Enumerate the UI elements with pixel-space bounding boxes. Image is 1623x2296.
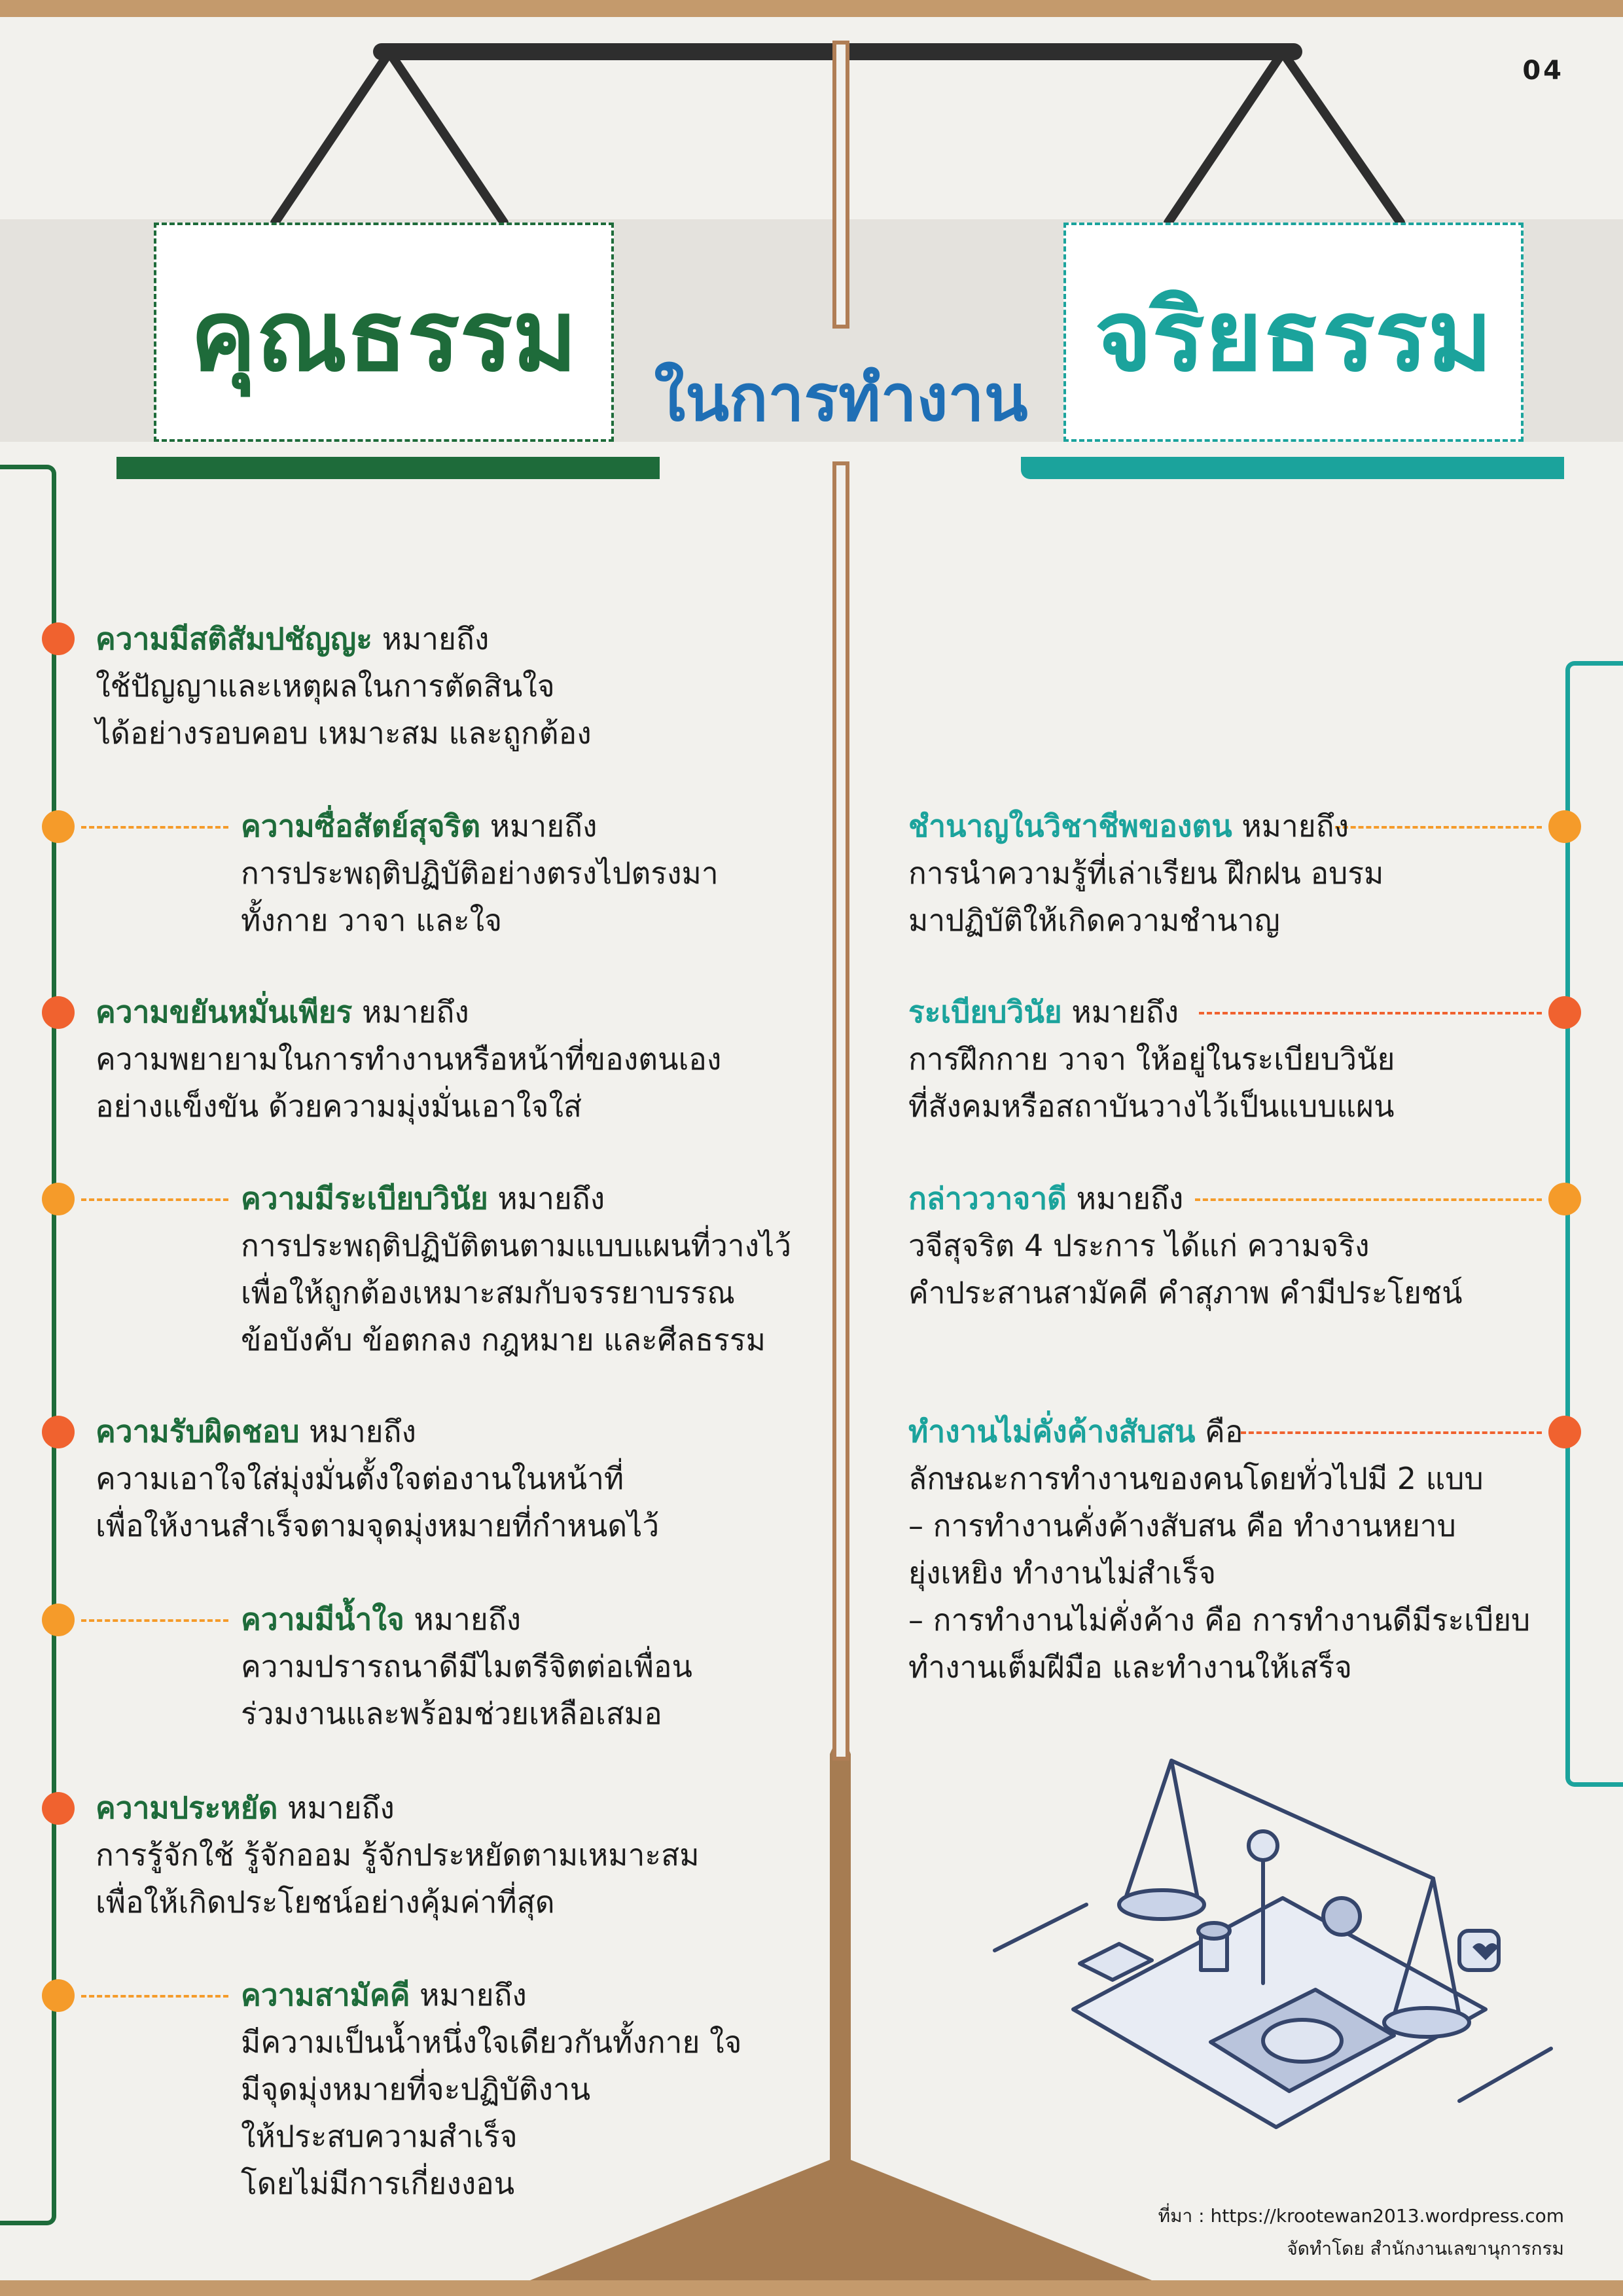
virtue-item-unity	[241, 1971, 742, 2207]
item-line: ความเอาใจใส่มุ่งมั่นตั้งใจต่องานในหน้าที่	[96, 1461, 624, 1496]
center-pole-top	[832, 41, 849, 329]
item-line: – การทำงานคั่งค้างสับสน คือ ทำงานหยาบ	[908, 1508, 1456, 1543]
item-suffix: หมายถึง	[277, 1790, 395, 1825]
virtue-item-honesty	[241, 802, 719, 944]
item-suffix: หมายถึง	[299, 1414, 416, 1449]
timeline-dot	[42, 622, 75, 655]
item-term: ความประหยัด	[96, 1790, 278, 1825]
item-term: ความมีระเบียบวินัย	[241, 1181, 488, 1216]
item-suffix: หมายถึง	[1232, 808, 1349, 844]
timeline-dot	[42, 996, 75, 1029]
timeline-dot	[42, 1792, 75, 1825]
item-line: อย่างแข็งขัน ด้วยความมุ่งมั่นเอาใจใส่	[96, 1088, 582, 1124]
item-term: ความซื่อสัตย์สุจริต	[241, 808, 481, 844]
item-term: ความรับผิดชอบ	[96, 1414, 300, 1449]
ethics-item-discipline	[908, 988, 1395, 1130]
item-line: ที่สังคมหรือสถาบันวางไว้เป็นแบบแผน	[908, 1088, 1395, 1124]
virtue-title-box	[154, 223, 614, 442]
connector-dash	[81, 1198, 228, 1201]
timeline-dot	[42, 1183, 75, 1215]
author-credit: จัดทำโดย สำนักงานเลขานุการกรม	[1287, 2238, 1564, 2259]
item-line: การรู้จักใช้ รู้จักออม รู้จักประหยัดตามเหมาะสม	[96, 1837, 700, 1873]
item-suffix: หมายถึง	[1061, 994, 1179, 1030]
timeline-dot	[1548, 1183, 1581, 1215]
timeline-dot	[1548, 1416, 1581, 1448]
timeline-dot	[1548, 996, 1581, 1029]
item-line: ใช้ปัญญาและเหตุผลในการตัดสินใจ	[96, 668, 555, 704]
page-subtitle: ในการทำงาน	[654, 361, 1028, 436]
item-line: ความพยายามในการทำงานหรือหน้าที่ของตนเอง	[96, 1041, 722, 1077]
item-term: ชำนาญในวิชาชีพของตน	[908, 808, 1232, 844]
timeline-dot	[42, 1604, 75, 1636]
connector-dash	[81, 826, 228, 829]
item-line: การประพฤติปฏิบัติอย่างตรงไปตรงมา	[241, 855, 719, 891]
item-line: เพื่อให้งานสำเร็จตามจุดมุ่งหมายที่กำหนดไว้	[96, 1508, 660, 1543]
item-line: ลักษณะการทำงานของคนโดยทั่วไปมี 2 แบบ	[908, 1461, 1484, 1496]
item-suffix: หมายถึง	[404, 1602, 522, 1637]
item-line: คำประสานสามัคคี คำสุภาพ คำมีประโยชน์	[908, 1275, 1463, 1310]
timeline-dot	[42, 810, 75, 843]
ethics-title-box	[1063, 223, 1524, 442]
item-suffix: หมายถึง	[488, 1181, 605, 1216]
item-suffix: หมายถึง	[480, 808, 597, 844]
item-line: ยุ่งเหยิง ทำงานไม่สำเร็จ	[908, 1555, 1217, 1590]
virtue-item-responsibility	[96, 1408, 659, 1549]
item-term: ความมีสติสัมปชัญญะ	[96, 621, 372, 656]
center-pole	[832, 461, 849, 1761]
virtue-item-thrift	[96, 1784, 700, 1926]
item-suffix: หมายถึง	[352, 994, 469, 1030]
item-suffix: หมายถึง	[372, 621, 490, 656]
virtue-item-diligence	[96, 988, 721, 1130]
item-term: ทำงานไม่คั่งค้างสับสน	[908, 1414, 1196, 1449]
virtue-underline	[116, 457, 660, 479]
ethics-underline	[1021, 457, 1564, 479]
virtue-item-mindfulness	[96, 615, 592, 757]
item-term: ความสามัคคี	[241, 1977, 410, 2013]
timeline-dot	[42, 1416, 75, 1448]
item-suffix: หมายถึง	[1067, 1181, 1184, 1216]
virtue-title: คุณธรรม	[190, 279, 578, 393]
item-term: ระเบียบวินัย	[908, 994, 1062, 1030]
item-line: ข้อบังคับ ข้อตกลง กฎหมาย และศีลธรรม	[241, 1322, 766, 1357]
item-line: วจีสุจริต 4 ประการ ได้แก่ ความจริง	[908, 1228, 1370, 1263]
item-line: ได้อย่างรอบคอบ เหมาะสม และถูกต้อง	[96, 715, 592, 751]
item-line: เพื่อให้ถูกต้องเหมาะสมกับจรรยาบรรณ	[241, 1275, 735, 1310]
item-line: เพื่อให้เกิดประโยชน์อย่างคุ้มค่าที่สุด	[96, 1884, 555, 1920]
ethics-title: จริยธรรม	[1094, 279, 1493, 393]
item-term: ความขยันหมั่นเพียร	[96, 994, 353, 1030]
item-line: การประพฤติปฏิบัติตนตามแบบแผนที่วางไว้	[241, 1228, 792, 1263]
ethics-item-good-speech	[908, 1175, 1463, 1316]
item-suffix: คือ	[1195, 1414, 1243, 1449]
item-suffix: หมายถึง	[410, 1977, 527, 2013]
item-line: – การทำงานไม่คั่งค้าง คือ การทำงานดีมีระเบียบ	[908, 1602, 1531, 1638]
item-line: โดยไม่มีการเกี่ยงงอน	[241, 2166, 515, 2201]
ethics-item-expertise	[908, 802, 1383, 944]
virtue-item-kindness	[241, 1596, 692, 1737]
left-timeline-rail	[0, 465, 56, 2225]
item-line: ให้ประสบความสำเร็จ	[241, 2119, 518, 2154]
item-line: มีความเป็นน้ำหนึ่งใจเดียวกันทั้งกาย ใจ	[241, 2024, 742, 2060]
item-line: ทำงานเต็มฝีมือ และทำงานให้เสร็จ	[908, 1649, 1353, 1685]
item-line: การนำความรู้ที่เล่าเรียน ฝึกฝน อบรม	[908, 855, 1384, 891]
item-term: กล่าววาจาดี	[908, 1181, 1067, 1216]
item-term: ความมีน้ำใจ	[241, 1602, 404, 1637]
source-credit: ที่มา : https://krootewan2013.wordpress.com	[1158, 2205, 1564, 2227]
ethics-item-no-backlog	[908, 1408, 1530, 1691]
item-line: การฝึกกาย วาจา ให้อยู่ในระเบียบวินัย	[908, 1041, 1395, 1077]
connector-dash	[81, 1995, 228, 1998]
connector-dash	[81, 1619, 228, 1622]
item-line: ร่วมงานและพร้อมช่วยเหลือเสมอ	[241, 1696, 662, 1731]
timeline-dot	[42, 1979, 75, 2012]
justice-scale-illustration	[975, 1734, 1564, 2160]
item-line: มีจุดมุ่งหมายที่จะปฏิบัติงาน	[241, 2072, 591, 2107]
timeline-dot	[1548, 810, 1581, 843]
item-line: ทั้งกาย วาจา และใจ	[241, 903, 503, 938]
item-line: ความปรารถนาดีมีไมตรีจิตต่อเพื่อน	[241, 1649, 692, 1684]
page-number: 04	[1522, 56, 1564, 86]
item-line: มาปฏิบัติให้เกิดความชำนาญ	[908, 903, 1280, 938]
virtue-item-discipline	[241, 1175, 791, 1363]
